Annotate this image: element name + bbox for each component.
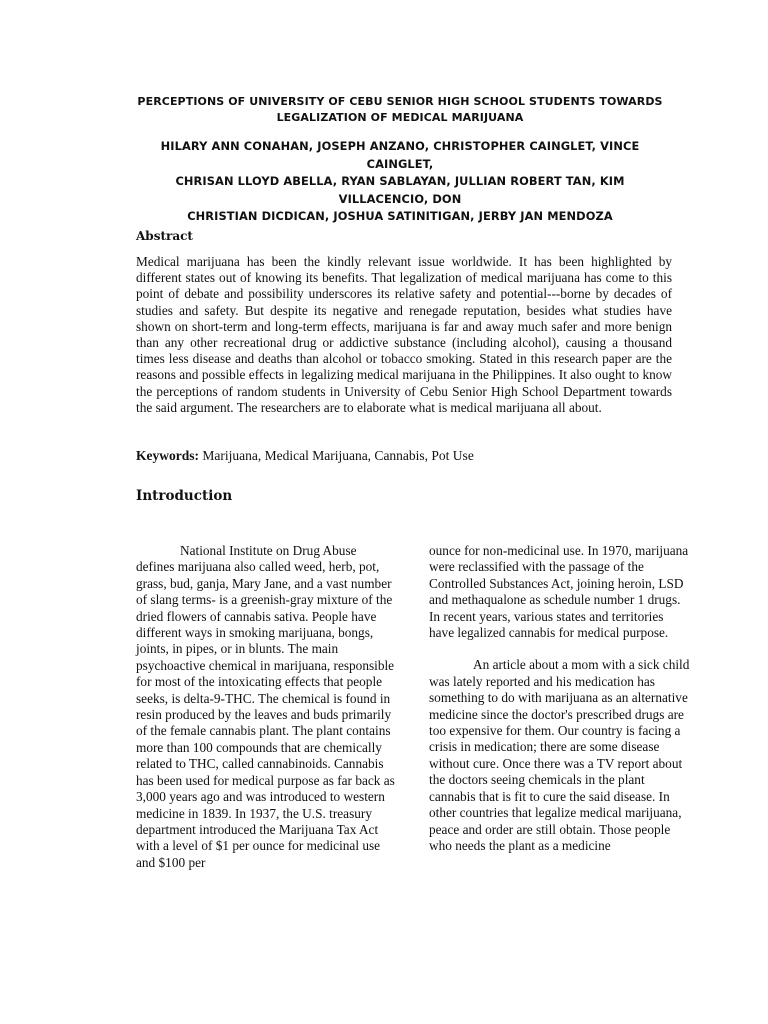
keywords-line xyxy=(136,448,672,464)
title-line: PERCEPTIONS OF UNIVERSITY OF CEBU SENIOR HIGH SCHOOL STUDENTS TOWARDS xyxy=(137,95,663,108)
title-line: LEGALIZATION OF MEDICAL MARIJUANA xyxy=(276,111,524,124)
body-paragraph: National Institute on Drug Abuse defines marijuana also called weed, herb, pot, grass, bud, ganja, Mary Jane, and a vast number of slang terms- is a greenish-gray mixture of the dried flowers of cannabis sativa. People have different ways in smoking marijuana, bongs, joints, in pipes, or in blunts. The main psychoactive chemical in marijuana, responsible for most of the intoxicating effects that people seeks, is delta-9-THC. The chemical is found in resin produced by the leaves and buds primarily of the female cannabis plant. The plant contains more than 100 compounds that are chemically related to THC, called cannabinoids. Cannabis has been used for medical purpose as far back as 3,000 years ago and was introduced to western medicine in 1839. In 1937, the U.S. treasury department introduced the Marijuana Tax Act with a level of $1 per ounce for medicinal use and $100 per xyxy=(136,543,395,870)
paper-title xyxy=(130,94,670,126)
right-column xyxy=(429,543,691,870)
abstract-body: Medical marijuana has been the kindly relevant issue worldwide. It has been highlighted by different states out of knowing its benefits. That legalization of medical marijuana has come to this point of debate and possibility underscores its relative safety and potential---borne by decades of studies and safety. But despite its negative and renegade reputation, besides what studies have shown on short-term and long-term effects, marijuana is far and away much safer and more benign than any other recreational drug or addictive substance (including alcohol), causing a thousand times less disease and deaths than alcohol or tobacco smoking. Stated in this research paper are the reasons and possible effects in legalizing medical marijuana in the Philippines. It also ought to know the perceptions of random students in University of Cebu Senior High School Department towards the said argument. The researchers are to elaborate what is medical marijuana all about. xyxy=(136,254,672,415)
author-line: HILARY ANN CONAHAN, JOSEPH ANZANO, CHRISTOPHER CAINGLET, VINCE CAINGLET, xyxy=(160,139,640,171)
body-paragraph: ounce for non-medicinal use. In 1970, marijuana were reclassified with the passage of the Controlled Substances Act, joining heroin, LSD and methaqualone as schedule number 1 drugs. In recent years, various states and territories have legalized cannabis for medical purpose. xyxy=(429,543,689,641)
author-line: CHRISTIAN DICDICAN, JOSHUA SATINITIGAN, JERBY JAN MENDOZA xyxy=(187,209,613,223)
left-column xyxy=(136,543,398,887)
body-paragraph: An article about a mom with a sick child was lately reported and his medication has something to do with marijuana as an alternative medicine since the doctor's prescribed drugs are too expensive for them. Our country is facing a crisis in medication; there are some disease without cure. Once there was a TV report about the doctors seeing chemicals in the plant cannabis that is fit to cure the said disease. In other countries that legalize medical marijuana, peace and order are still obtain. Those people who needs the plant as a medicine xyxy=(429,657,690,853)
author-list xyxy=(130,138,670,226)
abstract-heading: Abstract xyxy=(136,229,193,243)
title-block xyxy=(130,94,670,226)
keywords-label: Keywords: xyxy=(136,448,199,463)
introduction-heading: Introduction xyxy=(136,488,233,504)
author-line: CHRISAN LLOYD ABELLA, RYAN SABLAYAN, JULLIAN ROBERT TAN, KIM VILLACENCIO, DON xyxy=(175,174,625,206)
keywords-text: Marijuana, Medical Marijuana, Cannabis, Pot Use xyxy=(202,448,474,463)
